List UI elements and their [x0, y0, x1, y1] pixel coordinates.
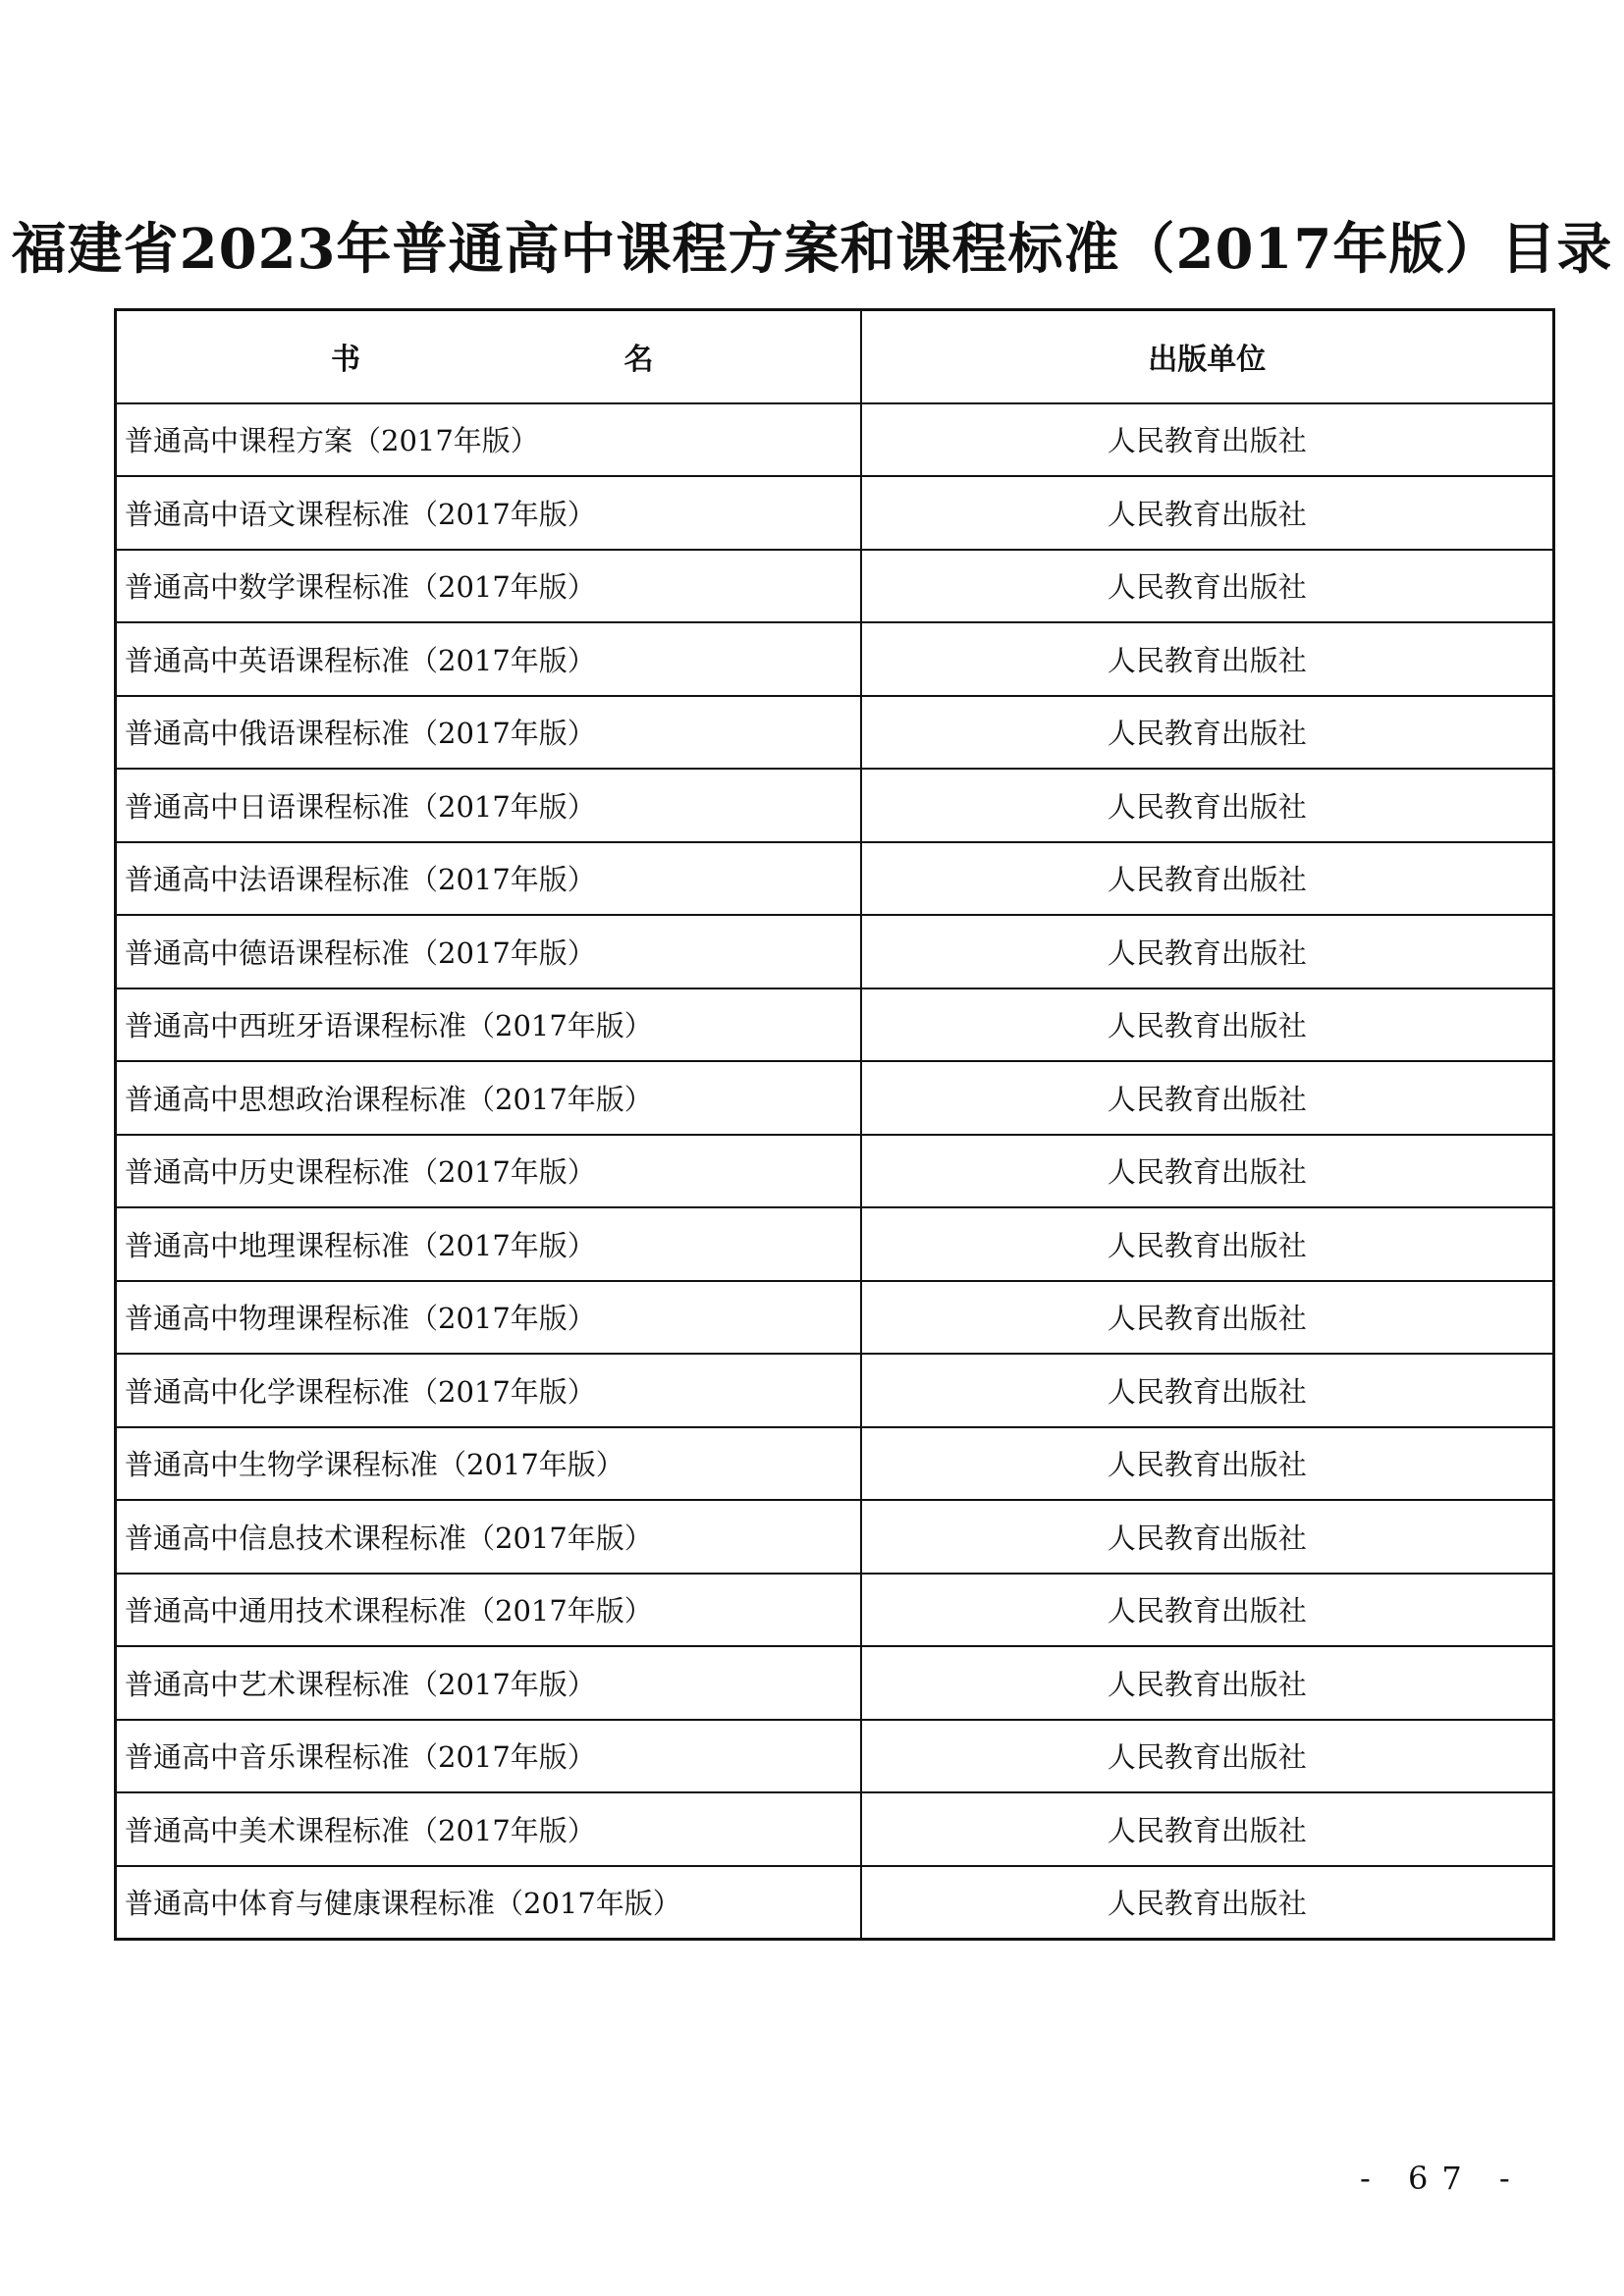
- publisher-cell: 人民教育出版社: [861, 769, 1554, 842]
- table-row: [116, 1866, 1554, 1940]
- publisher-cell: 人民教育出版社: [861, 696, 1554, 770]
- table-row: [116, 1792, 1554, 1866]
- publisher-cell: 人民教育出版社: [861, 622, 1554, 696]
- book-title-cell: 普通高中艺术课程标准（2017年版）: [116, 1646, 861, 1720]
- book-title-cell: 普通高中体育与健康课程标准（2017年版）: [116, 1866, 861, 1940]
- book-title-cell: 普通高中化学课程标准（2017年版）: [116, 1354, 861, 1427]
- publisher-cell: 人民教育出版社: [861, 1281, 1554, 1355]
- table-row: [116, 769, 1554, 842]
- publisher-cell: 人民教育出版社: [861, 476, 1554, 550]
- publisher-cell: 人民教育出版社: [861, 1500, 1554, 1574]
- publisher-cell: 人民教育出版社: [861, 1866, 1554, 1940]
- table-row: [116, 1646, 1554, 1720]
- publisher-cell: 人民教育出版社: [861, 550, 1554, 623]
- publisher-cell: 人民教育出版社: [861, 1427, 1554, 1501]
- table-row: [116, 1354, 1554, 1427]
- table-row: [116, 1061, 1554, 1135]
- table-row: [116, 1720, 1554, 1793]
- catalog-table: [114, 308, 1555, 1941]
- publisher-cell: 人民教育出版社: [861, 1792, 1554, 1866]
- book-title-cell: 普通高中生物学课程标准（2017年版）: [116, 1427, 861, 1501]
- publisher-cell: 人民教育出版社: [861, 1574, 1554, 1647]
- publisher-cell: 人民教育出版社: [861, 1646, 1554, 1720]
- book-title-cell: 普通高中英语课程标准（2017年版）: [116, 622, 861, 696]
- publisher-cell: 人民教育出版社: [861, 403, 1554, 477]
- table-row: [116, 403, 1554, 477]
- book-title-cell: 普通高中日语课程标准（2017年版）: [116, 769, 861, 842]
- book-title-cell: 普通高中语文课程标准（2017年版）: [116, 476, 861, 550]
- header-book-name-char-1: 书: [331, 343, 360, 378]
- book-title-cell: 普通高中地理课程标准（2017年版）: [116, 1207, 861, 1281]
- table-row: [116, 842, 1554, 916]
- publisher-cell: 人民教育出版社: [861, 1135, 1554, 1208]
- table-header-row: [116, 310, 1554, 403]
- publisher-cell: 人民教育出版社: [861, 1354, 1554, 1427]
- page-number: - 67 -: [1360, 2160, 1524, 2197]
- publisher-cell: 人民教育出版社: [861, 1720, 1554, 1793]
- book-title-cell: 普通高中信息技术课程标准（2017年版）: [116, 1500, 861, 1574]
- publisher-cell: 人民教育出版社: [861, 1061, 1554, 1135]
- publisher-cell: 人民教育出版社: [861, 915, 1554, 988]
- table-row: [116, 1207, 1554, 1281]
- book-title-cell: 普通高中课程方案（2017年版）: [116, 403, 861, 477]
- book-title-cell: 普通高中音乐课程标准（2017年版）: [116, 1720, 861, 1793]
- table-row: [116, 1500, 1554, 1574]
- book-title-cell: 普通高中数学课程标准（2017年版）: [116, 550, 861, 623]
- table-row: [116, 476, 1554, 550]
- book-title-cell: 普通高中思想政治课程标准（2017年版）: [116, 1061, 861, 1135]
- header-publisher: 出版单位: [861, 310, 1554, 403]
- book-title-cell: 普通高中法语课程标准（2017年版）: [116, 842, 861, 916]
- book-title-cell: 普通高中通用技术课程标准（2017年版）: [116, 1574, 861, 1647]
- table-row: [116, 1574, 1554, 1647]
- book-title-cell: 普通高中美术课程标准（2017年版）: [116, 1792, 861, 1866]
- table-row: [116, 915, 1554, 988]
- publisher-cell: 人民教育出版社: [861, 842, 1554, 916]
- table-row: [116, 696, 1554, 770]
- publisher-cell: 人民教育出版社: [861, 1207, 1554, 1281]
- table-row: [116, 1281, 1554, 1355]
- table-row: [116, 988, 1554, 1062]
- book-title-cell: 普通高中德语课程标准（2017年版）: [116, 915, 861, 988]
- book-title-cell: 普通高中俄语课程标准（2017年版）: [116, 696, 861, 770]
- table-row: [116, 1135, 1554, 1208]
- header-book-name: [116, 310, 861, 403]
- table-row: [116, 550, 1554, 623]
- table-row: [116, 622, 1554, 696]
- header-book-name-char-2: 名: [623, 343, 654, 378]
- table-body: [116, 403, 1554, 1940]
- book-title-cell: 普通高中历史课程标准（2017年版）: [116, 1135, 861, 1208]
- book-title-cell: 普通高中物理课程标准（2017年版）: [116, 1281, 861, 1355]
- page-title: 福建省2023年普通高中课程方案和课程标准（2017年版）目录: [11, 217, 1613, 282]
- book-title-cell: 普通高中西班牙语课程标准（2017年版）: [116, 988, 861, 1062]
- table-row: [116, 1427, 1554, 1501]
- publisher-cell: 人民教育出版社: [861, 988, 1554, 1062]
